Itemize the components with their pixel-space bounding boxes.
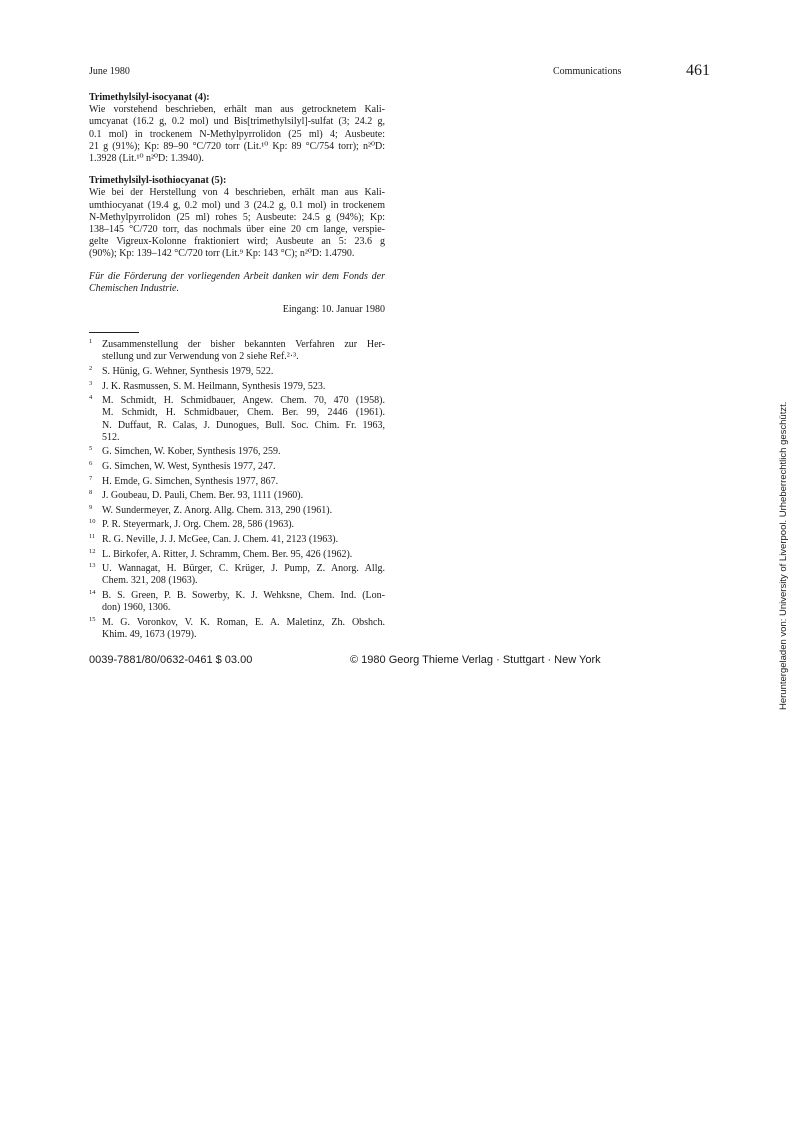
section-isothiocyanate <box>89 175 385 260</box>
text-line: Wie bei der Herstellung von 4 beschrieben, erhält man aus Kali- <box>89 187 385 199</box>
reference-item <box>89 549 385 561</box>
reference-number: 15 <box>89 615 96 623</box>
text-column <box>89 92 385 644</box>
text-line: umthiocyanat (19.4 g, 0.2 mol) und 3 (24.2 g, 0.1 mol) in trockenem <box>89 199 385 211</box>
download-watermark: Heruntergeladen von: University of Liverpool. Urheberrechtlich geschützt. <box>778 401 789 710</box>
issn-code: 0039-7881/80/0632-0461 $ 03.00 <box>89 654 253 666</box>
reference-item <box>89 381 385 393</box>
reference-item <box>89 534 385 546</box>
text-line: U. Wannagat, H. Bürger, C. Krüger, J. Pump, Z. Anorg. Allg. <box>102 563 385 575</box>
text-line: don) 1960, 1306. <box>102 602 171 614</box>
text-line: L. Birkofer, A. Ritter, J. Schramm, Chem. Ber. 95, 426 (1962). <box>102 548 353 560</box>
reference-number: 2 <box>89 365 93 373</box>
section-isocyanate <box>89 92 385 165</box>
reference-item <box>89 395 385 444</box>
section-title: Trimethylsilyl-isothiocyanat (5): <box>89 175 227 187</box>
section-body <box>89 187 385 260</box>
reference-item <box>89 617 385 641</box>
reference-number: 14 <box>89 588 96 596</box>
text-line: stellung und zur Verwendung von 2 siehe Ref.²·³. <box>102 351 299 363</box>
reference-item <box>89 505 385 517</box>
text-line: M. Schmidt, H. Schmidbauer, Chem. Ber. 99, 2446 (1961). <box>102 407 385 419</box>
text-line: Chem. 321, 208 (1963). <box>102 575 198 587</box>
reference-item <box>89 563 385 587</box>
reference-item <box>89 366 385 378</box>
reference-number: 8 <box>89 489 93 497</box>
text-line: 0.1 mol) in trockenem N-Methylpyrrolidon (25 ml) 4; Ausbeute: <box>89 128 385 140</box>
text-line: 512. <box>102 431 120 443</box>
text-line: Chemischen Industrie. <box>89 282 179 294</box>
footnote-rule <box>89 332 139 333</box>
text-line: N. Duffaut, R. Calas, J. Dunogues, Bull. Soc. Chim. Fr. 1963, <box>102 419 385 431</box>
text-line: H. Emde, G. Simchen, Synthesis 1977, 867. <box>102 475 279 487</box>
text-line: Wie vorstehend beschrieben, erhält man aus getrocknetem Kali- <box>89 104 385 116</box>
reference-item <box>89 446 385 458</box>
text-line: 138–145 °C/720 torr, das nochmals über eine 20 cm lange, verspie- <box>89 224 385 236</box>
text-line: Khim. 49, 1673 (1979). <box>102 628 197 640</box>
text-line: M. G. Voronkov, V. K. Roman, E. A. Maletinz, Zh. Obshch. <box>102 616 385 628</box>
reference-item <box>89 490 385 502</box>
text-line: G. Simchen, W. West, Synthesis 1977, 247. <box>102 461 276 473</box>
reference-number: 3 <box>89 379 93 387</box>
reference-number: 1 <box>89 338 93 346</box>
reference-number: 13 <box>89 562 96 570</box>
text-line: Für die Förderung der vorliegenden Arbeit danken wir dem Fonds der <box>89 270 385 282</box>
text-line: J. K. Rasmussen, S. M. Heilmann, Synthesis 1979, 523. <box>102 380 326 392</box>
reference-item <box>89 461 385 473</box>
text-line: R. G. Neville, J. J. McGee, Can. J. Chem. 41, 2123 (1963). <box>102 534 339 545</box>
received-date: Eingang: 10. Januar 1980 <box>282 304 385 316</box>
text-line: N-Methylpyrrolidon (25 ml) rohes 5; Ausbeute: 24.5 g (94%); Kp: <box>89 211 385 223</box>
running-date: June 1980 <box>89 66 130 77</box>
reference-number: 10 <box>89 518 96 526</box>
text-line: (90%); Kp: 139–142 °C/720 torr (Lit.⁹ Kp: 143 °C); n²⁰D: 1.4790. <box>89 248 355 260</box>
text-line: W. Sundermeyer, Z. Anorg. Allg. Chem. 313, 290 (1961). <box>102 504 333 516</box>
reference-item <box>89 519 385 531</box>
reference-number: 4 <box>89 394 93 402</box>
text-line: M. Schmidt, H. Schmidbauer, Angew. Chem. 70, 470 (1958). <box>102 395 385 407</box>
reference-number: 7 <box>89 474 93 482</box>
page-number: 461 <box>686 62 710 79</box>
reference-number: 5 <box>89 445 93 453</box>
reference-number: 11 <box>89 533 96 540</box>
running-section: Communications <box>553 66 622 77</box>
reference-item <box>89 590 385 614</box>
text-line: umcyanat (16.2 g, 0.2 mol) und Bis[trimethylsilyl]-sulfat (3; 24.2 g, <box>89 116 385 128</box>
text-line: P. R. Steyermark, J. Org. Chem. 28, 586 (1963). <box>102 519 295 531</box>
acknowledgement <box>89 271 385 295</box>
section-body <box>89 104 385 165</box>
reference-item <box>89 476 385 488</box>
reference-item <box>89 339 385 363</box>
text-line: Zusammenstellung der bisher bekannten Verfahren zur Her- <box>102 339 385 351</box>
text-line: 21 g (91%); Kp: 89–90 °C/720 torr (Lit.¹⁰ Kp: 89 °C/754 torr); n²⁰D: <box>89 140 385 152</box>
text-line: gelte Vigreux-Kolonne fraktioniert wird; Ausbeute an 5: 23.6 g <box>89 236 385 248</box>
reference-number: 12 <box>89 547 96 555</box>
text-line: J. Goubeau, D. Pauli, Chem. Ber. 93, 1111 (1960). <box>102 490 304 502</box>
reference-list <box>89 339 385 641</box>
section-title: Trimethylsilyl-isocyanat (4): <box>89 92 210 103</box>
copyright-line: © 1980 Georg Thieme Verlag · Stuttgart · New York <box>350 654 601 666</box>
reference-number: 9 <box>89 503 93 511</box>
text-line: S. Hünig, G. Wehner, Synthesis 1979, 522. <box>102 366 274 378</box>
text-line: G. Simchen, W. Kober, Synthesis 1976, 259. <box>102 446 281 458</box>
text-line: B. S. Green, P. B. Sowerby, K. J. Wehksne, Chem. Ind. (Lon- <box>102 589 385 601</box>
reference-number: 6 <box>89 460 93 468</box>
text-line: 1.3928 (Lit.¹⁰ n²⁰D: 1.3940). <box>89 153 204 165</box>
